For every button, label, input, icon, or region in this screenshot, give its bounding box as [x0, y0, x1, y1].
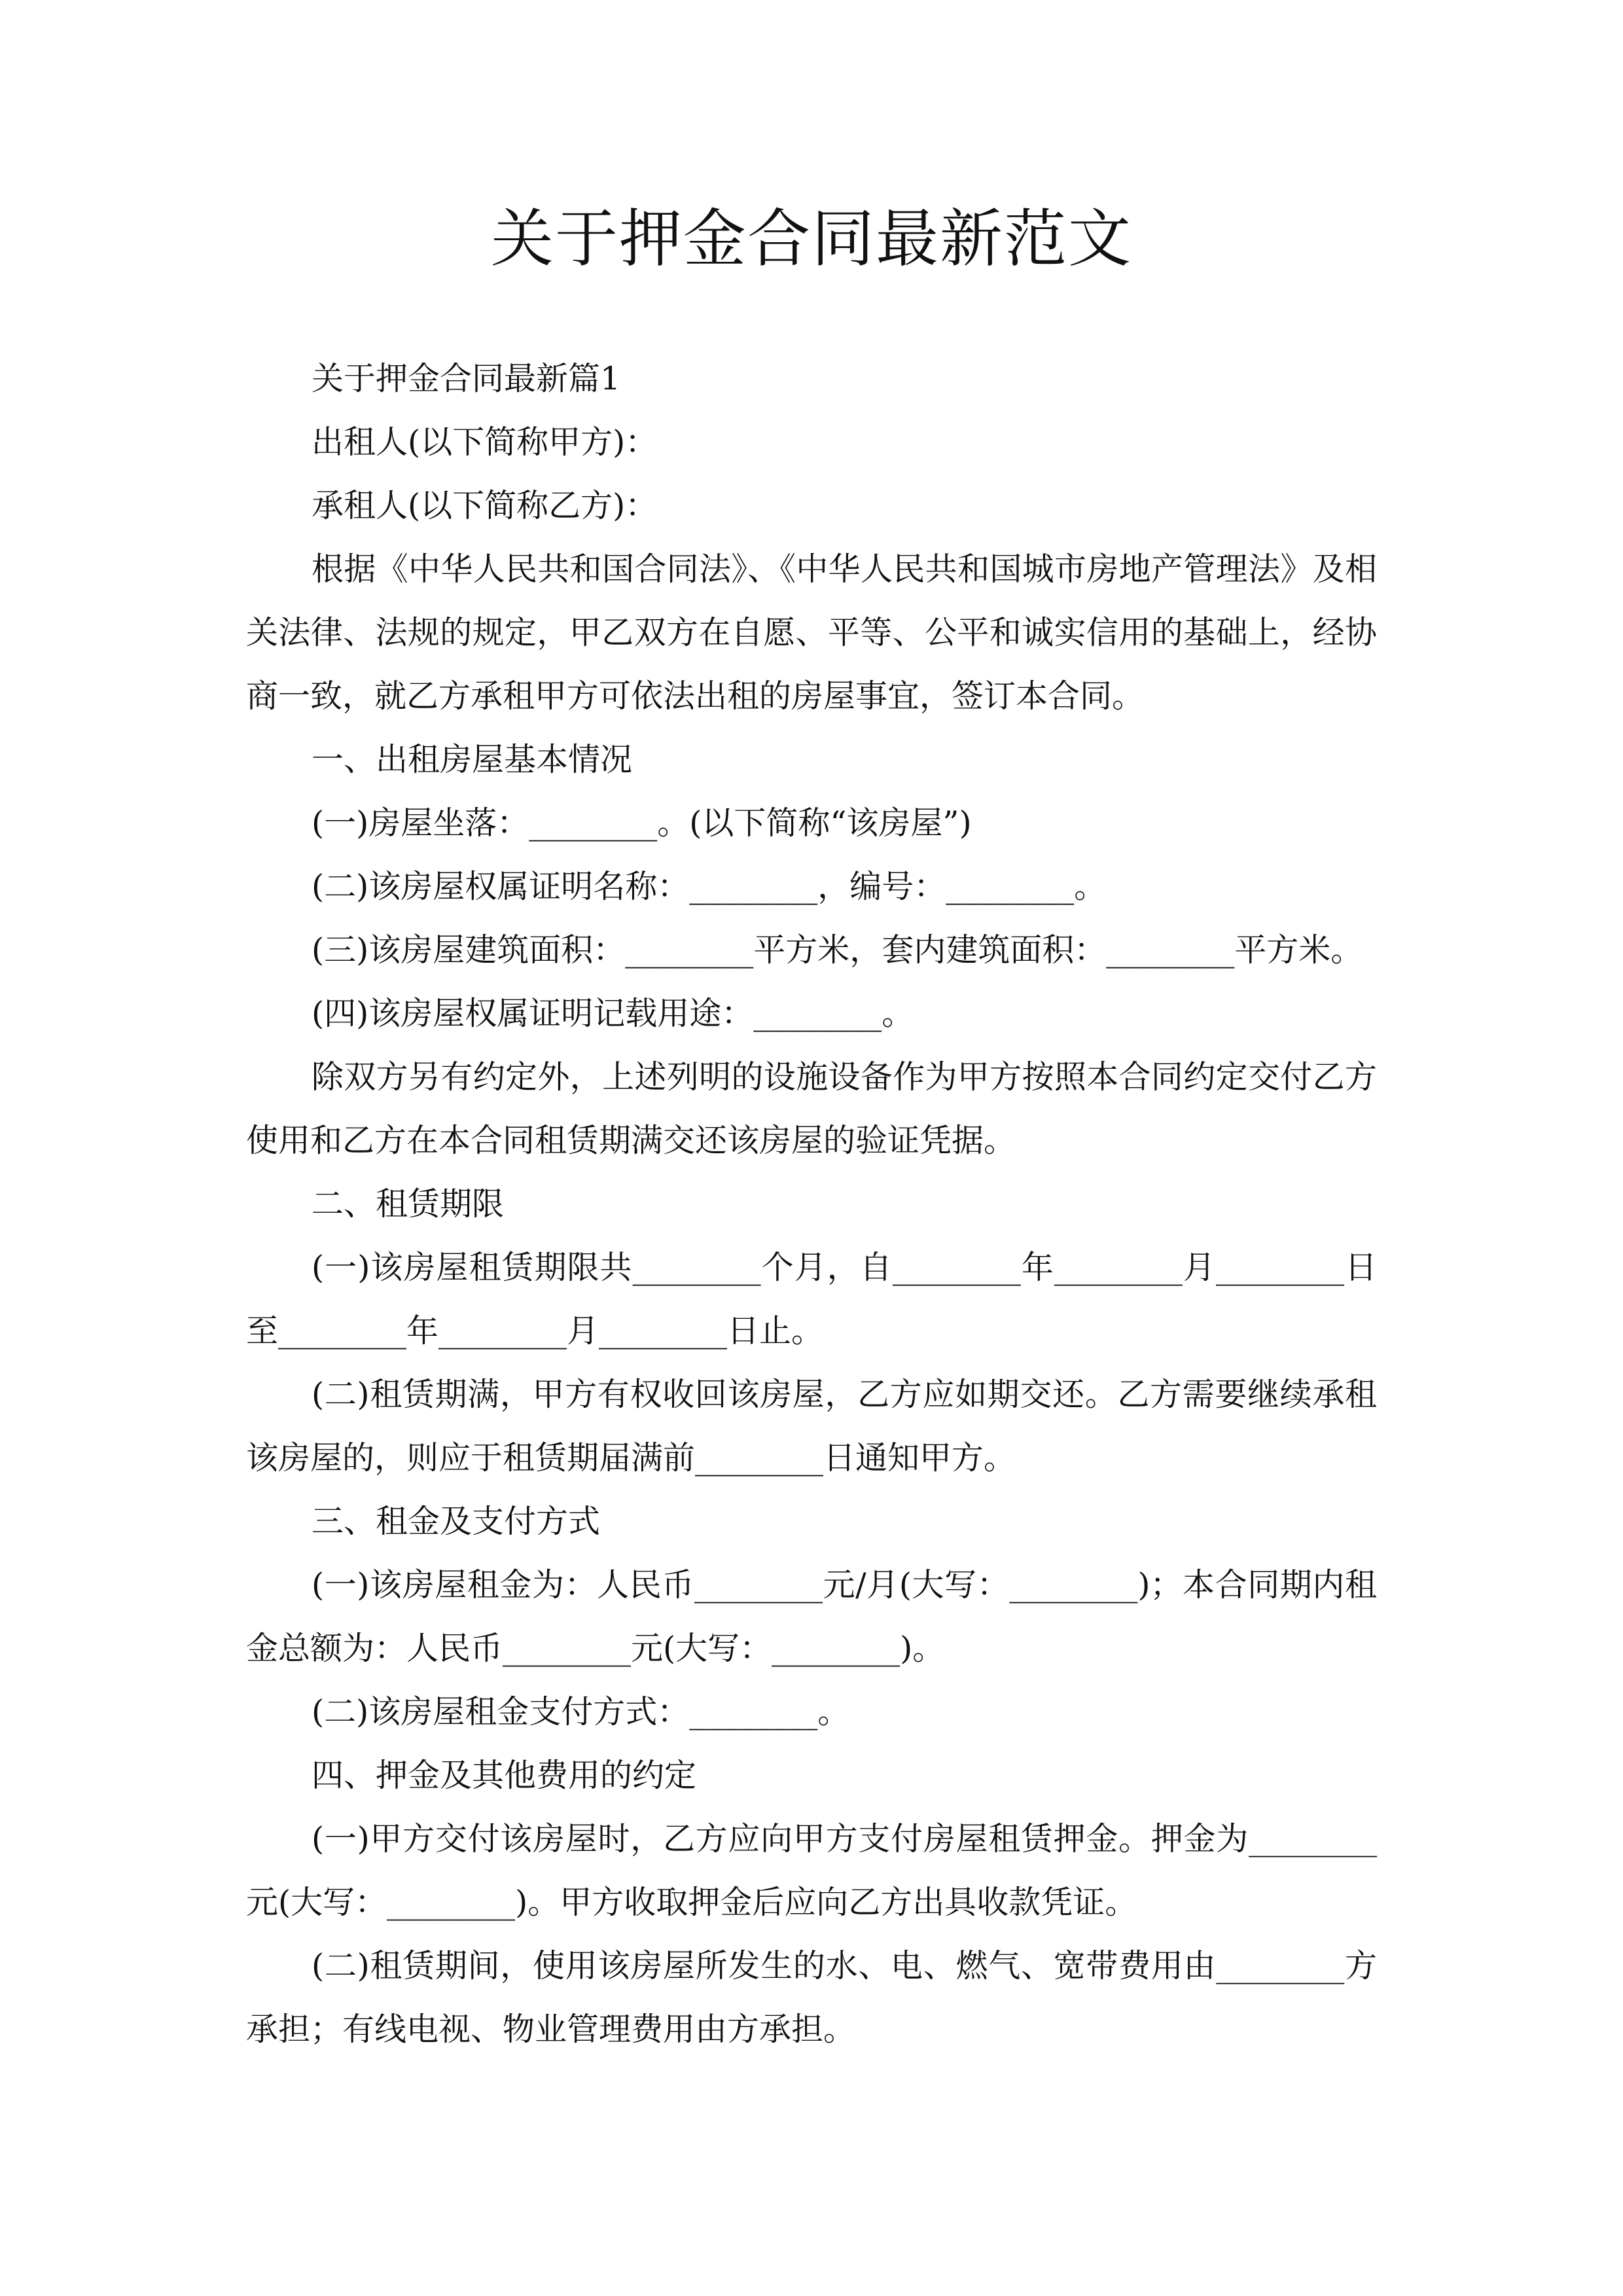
clause-heading: 一、出租房屋基本情况 [312, 741, 633, 778]
clause-item: (二)该房屋租金支付方式：________。 [312, 1693, 850, 1731]
clause-item: (二)租赁期间，使用该房屋所发生的水、电、燃气、宽带费用由________方承担；有线电视、物业管理费用由方承担。 [246, 1947, 1377, 2048]
clause-item: (二)该房屋权属证明名称：________，编号：________。 [312, 868, 1107, 905]
clause-item: (一)房屋坐落：________。(以下简称“该房屋”) [312, 804, 972, 842]
clause-item: (二)租赁期满，甲方有权收回该房屋，乙方应如期交还。乙方需要继续承租该房屋的，则应于租赁期届满前________日通知甲方。 [246, 1376, 1377, 1477]
clause-item: (一)该房屋租金为：人民币________元/月(大写：________)；本合同期内租金总额为：人民币________元(大写：________)。 [246, 1566, 1377, 1667]
document-title: 关于押金合同最新范文 [491, 202, 1132, 276]
clause-heading: 三、租金及支付方式 [312, 1503, 601, 1540]
clause-heading: 二、租赁期限 [312, 1185, 505, 1223]
lessor-line: 出租人(以下简称甲方)： [312, 423, 658, 461]
document-body [246, 347, 1377, 2061]
clause-item: (一)甲方交付该房屋时，乙方应向甲方支付房屋租赁押金。押金为________元(大写：________)。甲方收取押金后应向乙方出具收款凭证。 [246, 1820, 1377, 1921]
preamble-paragraph: 根据《中华人民共和国合同法》、《中华人民共和国城市房地产管理法》及相关法律、法规的规定，甲乙双方在自愿、平等、公平和诚实信用的基础上，经协商一致，就乙方承租甲方可依法出租的房屋事宜，签订本合同。 [246, 550, 1377, 715]
clause-item: (一)该房屋租赁期限共________个月，自________年________月________日至________年________月________日止。 [246, 1249, 1377, 1350]
clause-item: (四)该房屋权属证明记载用途：________。 [312, 995, 914, 1032]
clause-item: (三)该房屋建筑面积：________平方米，套内建筑面积：________平方米。 [312, 931, 1363, 969]
clause-heading: 四、押金及其他费用的约定 [312, 1757, 697, 1794]
section-heading: 关于押金合同最新篇1 [312, 360, 621, 397]
clause-paragraph: 除双方另有约定外，上述列明的设施设备作为甲方按照本合同约定交付乙方使用和乙方在本合同租赁期满交还该房屋的验证凭据。 [246, 1058, 1377, 1159]
lessee-line: 承租人(以下简称乙方)： [312, 487, 658, 524]
